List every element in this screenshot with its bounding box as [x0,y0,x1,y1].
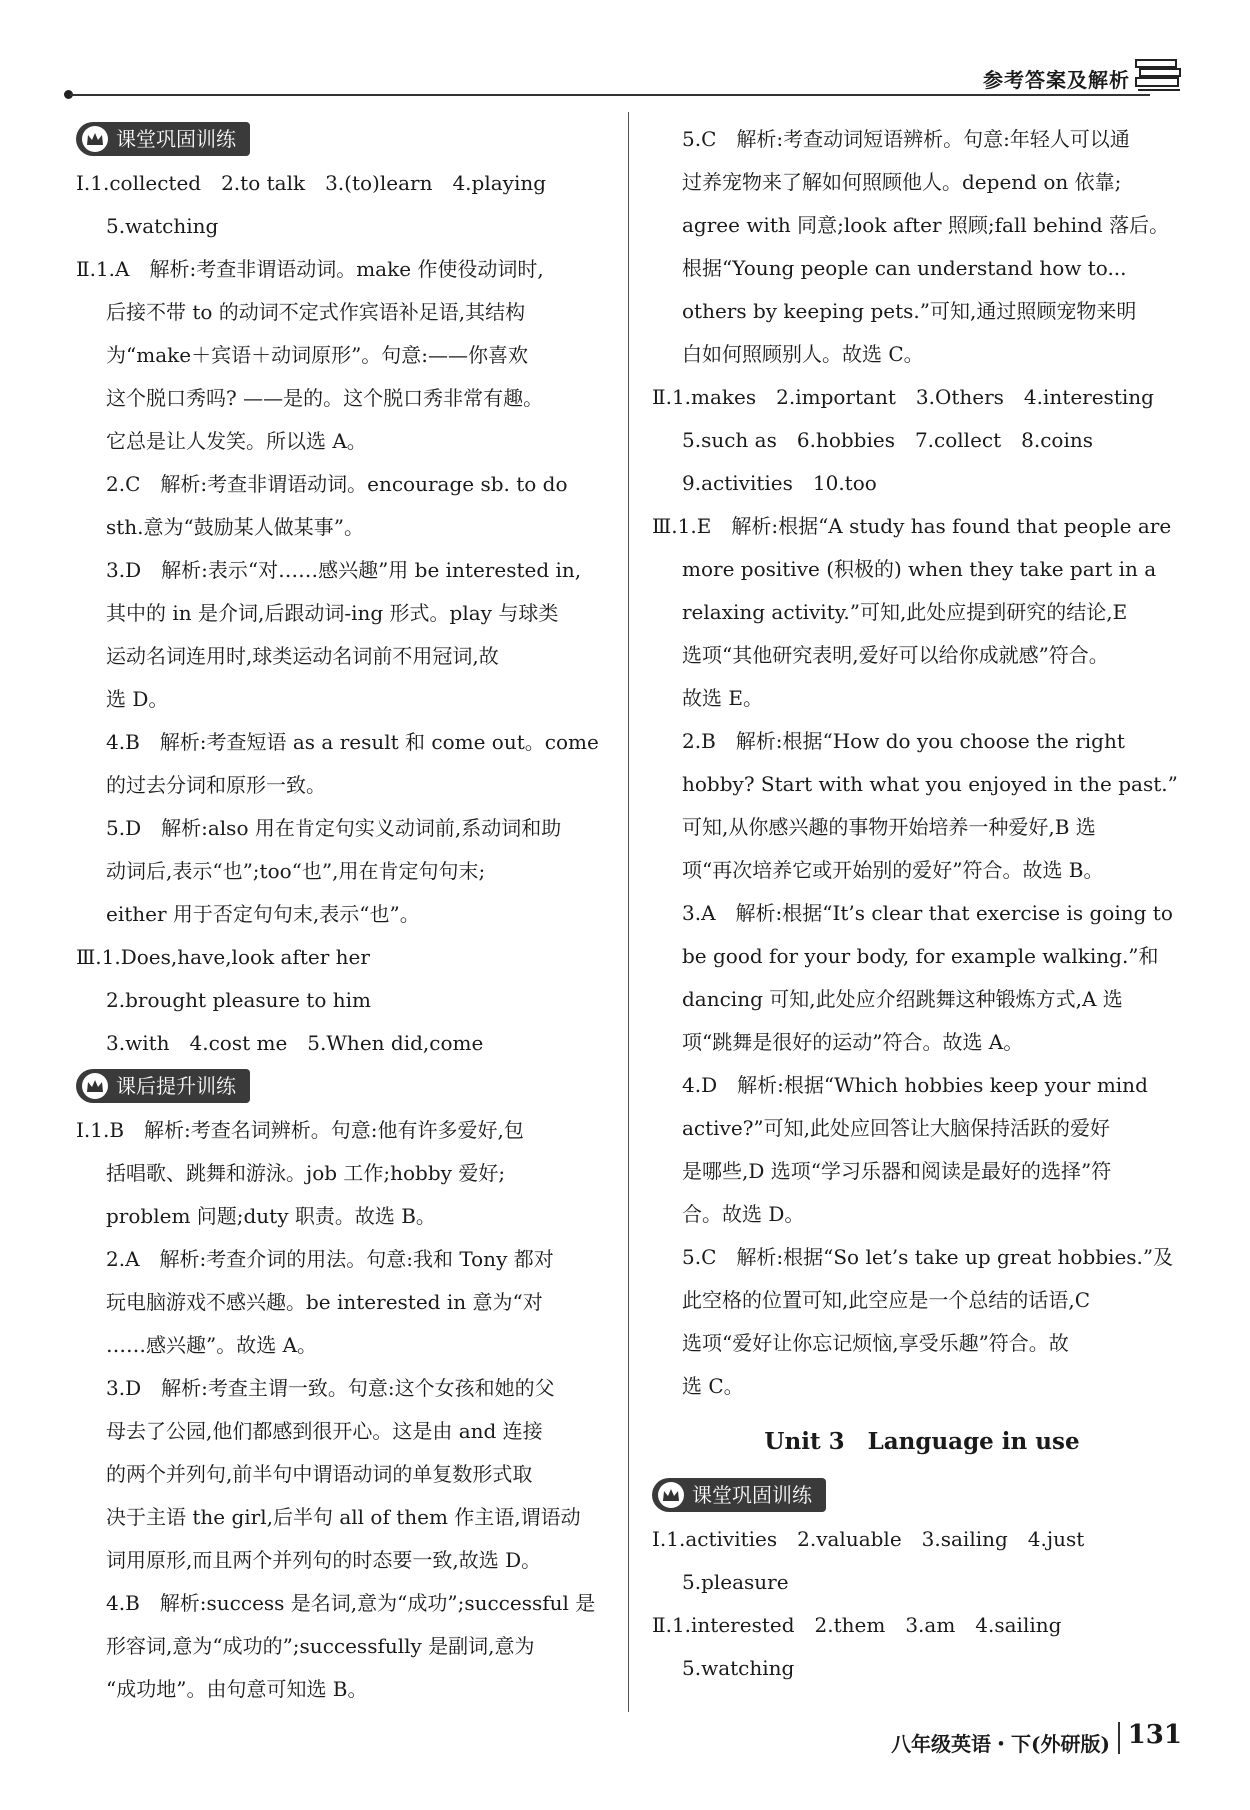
answer-line: relaxing activity.”可知,此处应提到研究的结论,E [682,600,1128,624]
answer-line: Ⅰ.1.B 解析:考查名词辨析。句意:他有许多爱好,包 [76,1118,524,1142]
answer-line: 运动名词连用时,球类运动名词前不用冠词,故 [106,644,499,668]
answer-line: 5.D 解析:also 用在肯定句实义动词前,系动词和助 [106,816,562,840]
answer-line: 其中的 in 是介词,后跟动词-ing 形式。play 与球类 [106,601,559,625]
answer-line: 合。故选 D。 [682,1202,805,1226]
answer-line: 故选 E。 [682,686,763,710]
answer-line: 5.C 解析:根据“So let’s take up great hobbies.”及 [682,1245,1174,1269]
answer-line: 3.D 解析:考查主谓一致。句意:这个女孩和她的父 [106,1376,555,1400]
answer-line: 项“再次培养它或开始别的爱好”符合。故选 B。 [682,858,1104,882]
header-rule [70,94,1150,96]
answer-line: 5.pleasure [682,1570,789,1594]
answer-line: 括唱歌、跳舞和游泳。job 工作;hobby 爱好; [106,1161,506,1185]
answer-line: 3.A 解析:根据“It’s clear that exercise is going to [682,901,1173,925]
answer-line: 5.watching [682,1656,795,1680]
books-icon [1134,56,1182,92]
answer-line: 选项“其他研究表明,爱好可以给你成就感”符合。 [682,643,1109,667]
answer-line: 选项“爱好让你忘记烦恼,享受乐趣”符合。故 [682,1331,1069,1355]
answer-line: 5.C 解析:考查动词短语辨析。句意:年轻人可以通 [682,127,1130,151]
answer-line: ……感兴趣”。故选 A。 [106,1333,318,1357]
answer-line: 9.activities 10.too [682,471,877,495]
answer-line: Ⅲ.1.E 解析:根据“A study has found that people are [652,514,1172,538]
answer-line: “成功地”。由句意可知选 B。 [106,1677,368,1701]
unit-title: Unit 3 Language in use [764,1428,1080,1455]
answer-line: 2.B 解析:根据“How do you choose the right [682,729,1125,753]
answer-line: 它总是让人发笑。所以选 A。 [106,429,367,453]
page-number: 131 [1127,1720,1182,1750]
footer-separator [1118,1722,1120,1754]
answer-line: active?”可知,此处应回答让大脑保持活跃的爱好 [682,1116,1110,1140]
book-title: 八年级英语・下(外研版) [891,1732,1110,1756]
answer-line: 后接不带 to 的动词不定式作宾语补足语,其结构 [106,300,526,324]
section-title: 课堂巩固训练 [116,127,236,151]
crown-icon [82,1073,108,1099]
answer-line: 根据“Young people can understand how to... [682,256,1127,280]
answer-line: 的过去分词和原形一致。 [106,773,326,797]
answer-line: 为“make＋宾语＋动词原形”。句意:——你喜欢 [106,343,529,367]
crown-icon [658,1482,684,1508]
section-banner [76,122,250,156]
answer-line: Ⅱ.1.makes 2.important 3.Others 4.interesting [652,385,1154,409]
answer-line: Ⅱ.1.interested 2.them 3.am 4.sailing [652,1613,1062,1637]
answer-line: Ⅰ.1.activities 2.valuable 3.sailing 4.just [652,1527,1085,1551]
footer-book-title [891,1728,1110,1757]
answer-line: 动词后,表示“也”;too“也”,用在肯定句句末; [106,859,486,883]
column-divider [628,112,629,1712]
answer-line: either 用于否定句句末,表示“也”。 [106,902,420,926]
section-banner [76,1069,250,1103]
answer-line: more positive (积极的) when they take part in a [682,557,1157,581]
section-title: 课堂巩固训练 [692,1483,812,1507]
answer-line: 母去了公园,他们都感到很开心。这是由 and 连接 [106,1419,543,1443]
answer-line: hobby? Start with what you enjoyed in the past.” [682,772,1178,796]
answer-line: 玩电脑游戏不感兴趣。be interested in 意为“对 [106,1290,543,1314]
answer-line: 决于主语 the girl,后半句 all of them 作主语,谓语动 [106,1505,581,1529]
answer-line: Ⅲ.1.Does,have,look after her [76,945,370,969]
answer-line: be good for your body, for example walking.”和 [682,944,1159,968]
answer-line: 2.C 解析:考查非谓语动词。encourage sb. to do [106,472,568,496]
answer-line: 4.D 解析:根据“Which hobbies keep your mind [682,1073,1148,1097]
answer-line: 选 D。 [106,687,169,711]
answer-line: 2.brought pleasure to him [106,988,371,1012]
answer-line: 4.B 解析:考查短语 as a result 和 come out。come [106,730,599,754]
answer-line: 形容词,意为“成功的”;successfully 是副词,意为 [106,1634,535,1658]
answer-line: 过养宠物来了解如何照顾他人。depend on 依靠; [682,170,1122,194]
answer-line: 5.watching [106,214,219,238]
section-title: 课后提升训练 [116,1074,236,1098]
answer-line: 可知,从你感兴趣的事物开始培养一种爱好,B 选 [682,815,1096,839]
answer-line: others by keeping pets.”可知,通过照顾宠物来明 [682,299,1137,323]
answer-line: sth.意为“鼓励某人做某事”。 [106,515,364,539]
right-column [652,118,1192,1690]
left-column [76,118,616,1711]
answer-line: dancing 可知,此处应介绍跳舞这种锻炼方式,A 选 [682,987,1123,1011]
header-title: 参考答案及解析 [983,68,1130,92]
answer-line: 这个脱口秀吗? ——是的。这个脱口秀非常有趣。 [106,386,544,410]
answer-line: 此空格的位置可知,此空应是一个总结的话语,C [682,1288,1091,1312]
answer-line: 3.D 解析:表示“对……感兴趣”用 be interested in, [106,558,582,582]
answer-line: 是哪些,D 选项“学习乐器和阅读是最好的选择”符 [682,1159,1112,1183]
answer-line: 4.B 解析:success 是名词,意为“成功”;successful 是 [106,1591,596,1615]
answer-line: problem 问题;duty 职责。故选 B。 [106,1204,436,1228]
answer-line: agree with 同意;look after 照顾;fall behind 落后。 [682,213,1170,237]
answer-line: 词用原形,而且两个并列句的时态要一致,故选 D。 [106,1548,542,1572]
crown-icon [82,126,108,152]
answer-line: 的两个并列句,前半句中谓语动词的单复数形式取 [106,1462,533,1486]
answer-line: Ⅰ.1.collected 2.to talk 3.(to)learn 4.playing [76,171,547,195]
answer-line: 3.with 4.cost me 5.When did,come [106,1031,484,1055]
section-banner [652,1478,826,1512]
answer-line: 2.A 解析:考查介词的用法。句意:我和 Tony 都对 [106,1247,554,1271]
answer-line: 选 C。 [682,1374,744,1398]
answer-line: 5.such as 6.hobbies 7.collect 8.coins [682,428,1094,452]
answer-line: Ⅱ.1.A 解析:考查非谓语动词。make 作使役动词时, [76,257,544,281]
answer-line: 项“跳舞是很好的运动”符合。故选 A。 [682,1030,1024,1054]
answer-line: 白如何照顾别人。故选 C。 [682,342,924,366]
